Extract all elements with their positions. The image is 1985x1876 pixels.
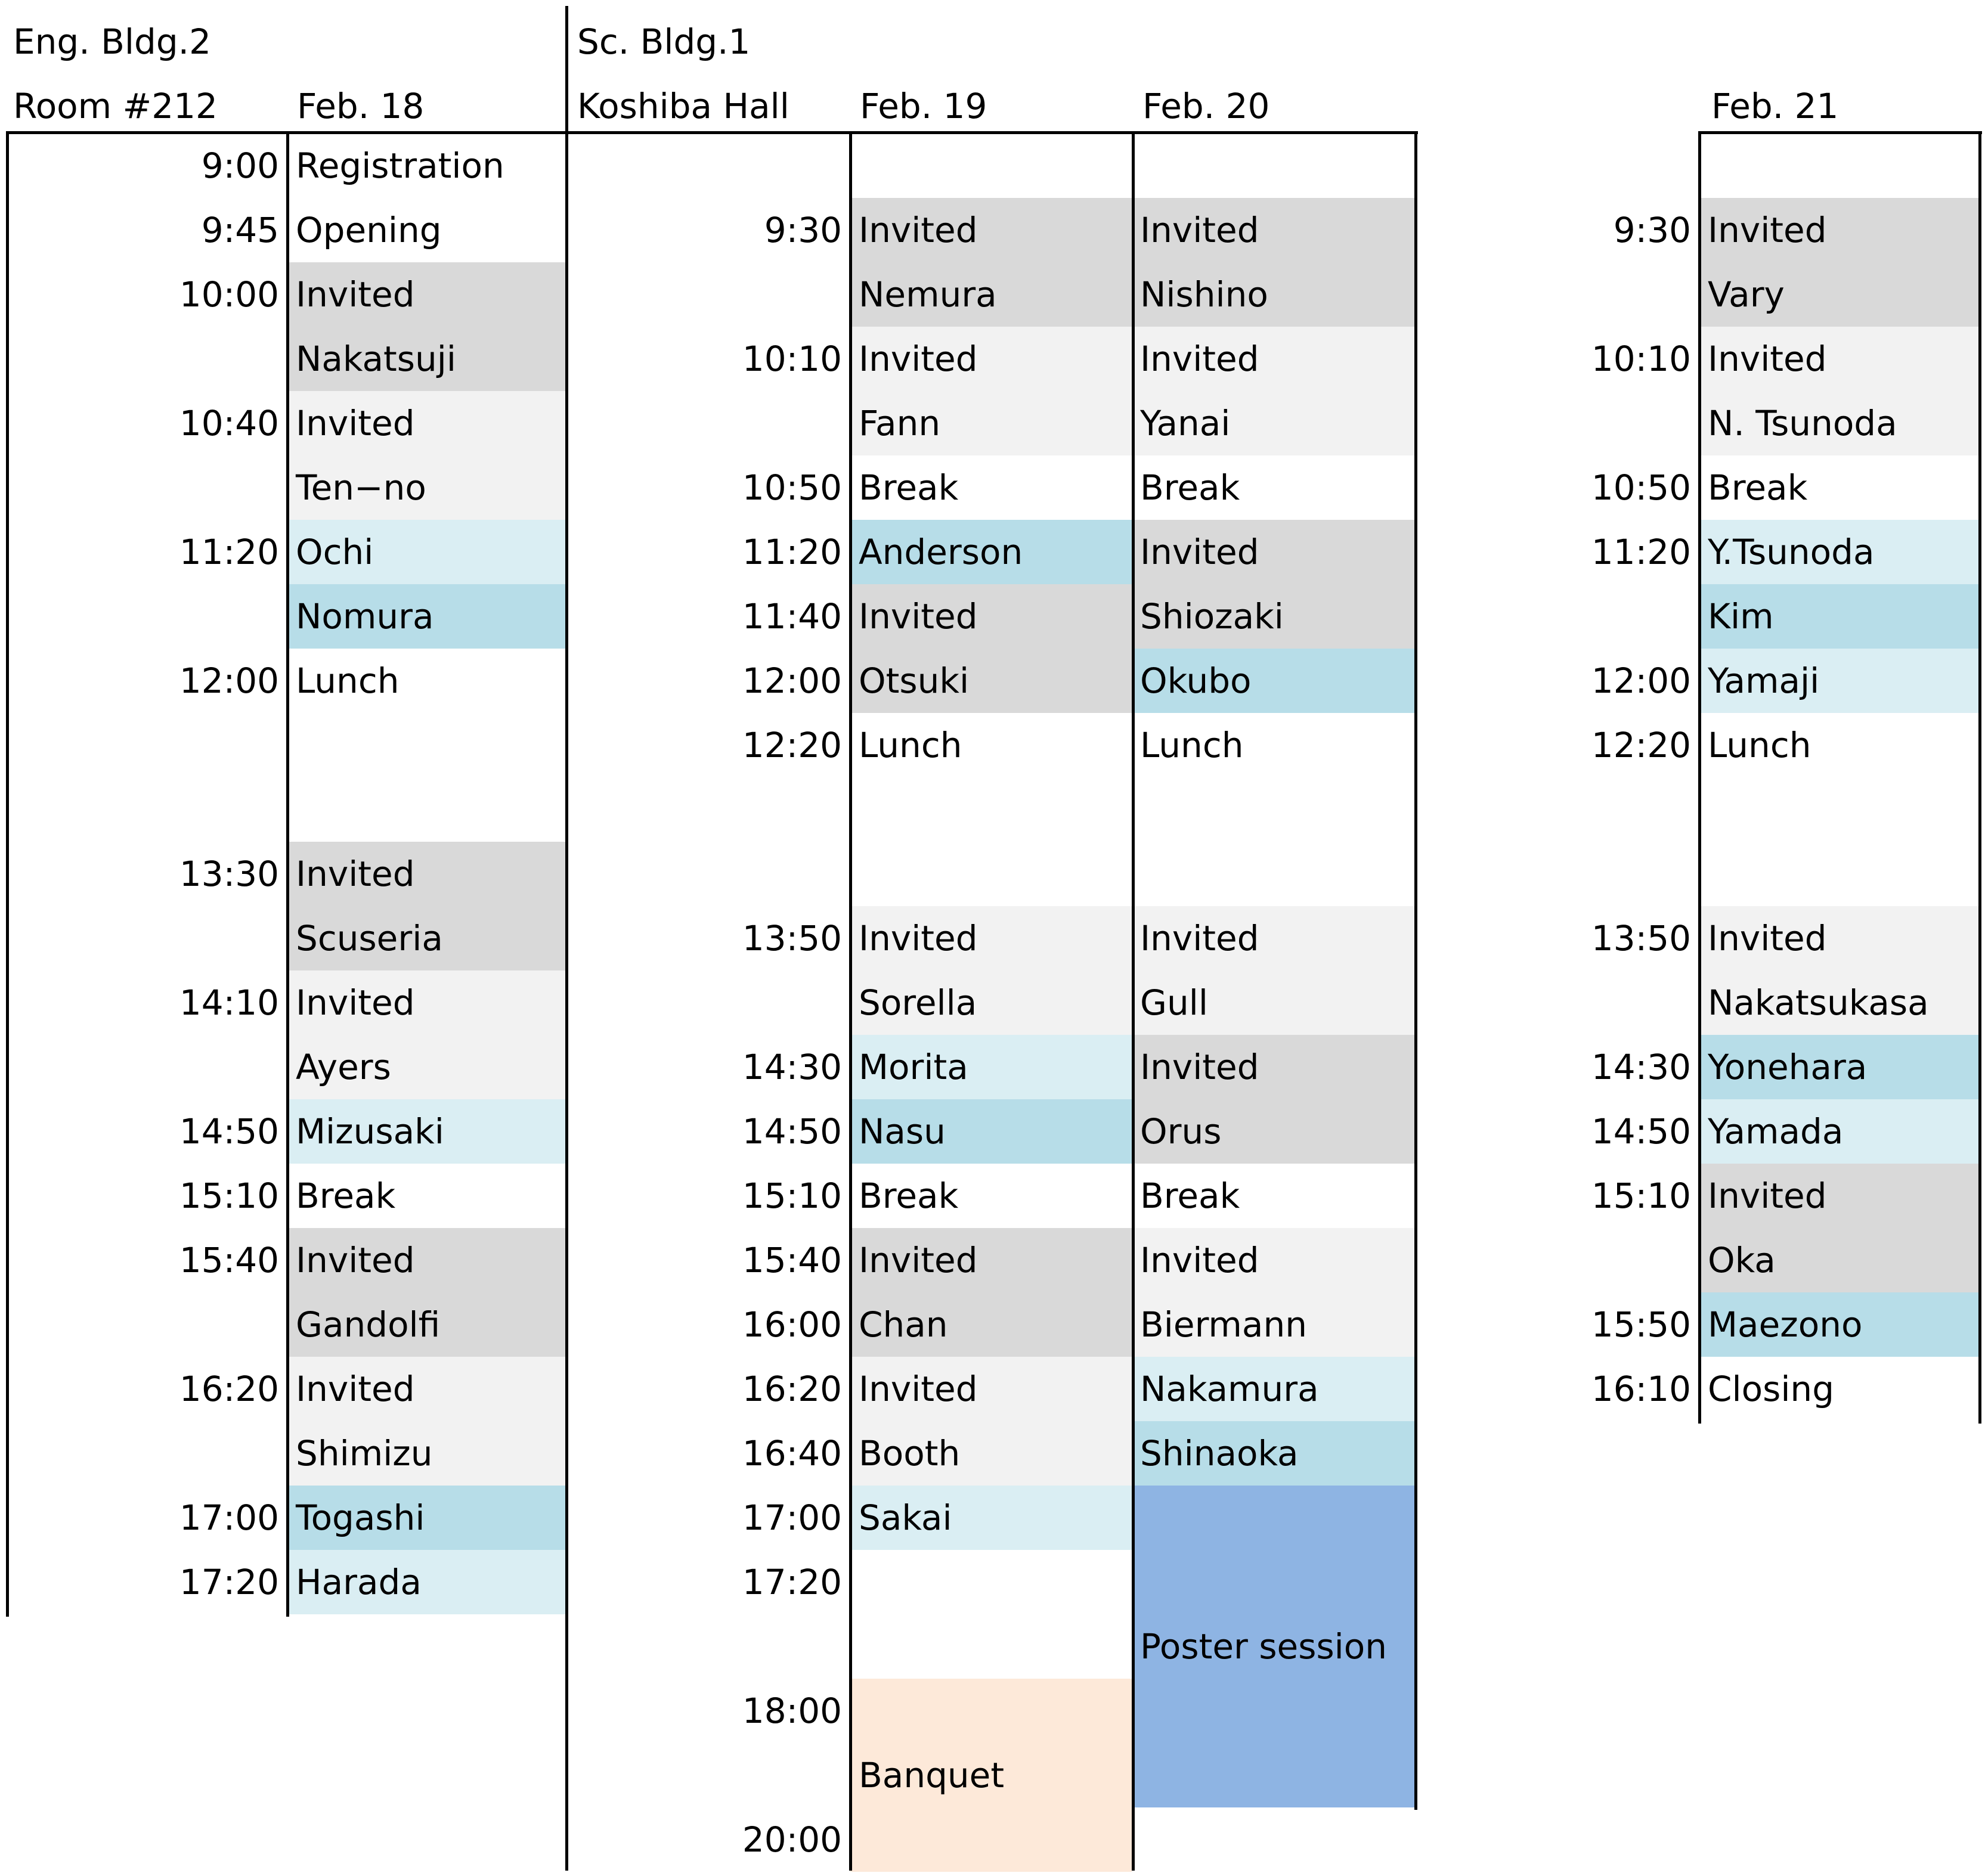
time-label: 9:45 xyxy=(201,210,279,250)
session-block xyxy=(1699,1035,1980,1099)
session-block xyxy=(1132,1357,1416,1421)
session-block xyxy=(850,327,1132,455)
session-block xyxy=(287,134,566,198)
session-text: Lunch xyxy=(1140,725,1244,765)
time-label: 16:20 xyxy=(179,1369,279,1409)
time-label: 14:50 xyxy=(179,1111,279,1152)
time-label: 11:20 xyxy=(179,532,279,572)
session-text: Sakai xyxy=(859,1497,952,1538)
time-label: 12:20 xyxy=(742,725,842,765)
session-text: Invited xyxy=(1140,210,1259,250)
session-text: Invited xyxy=(1140,918,1259,959)
time-label: 10:10 xyxy=(742,339,842,379)
session-text: Ten−no xyxy=(296,467,426,508)
session-block xyxy=(1699,1099,1980,1164)
session-text: Scuseria xyxy=(296,918,443,959)
time-label: 12:00 xyxy=(179,661,279,701)
time-label: 11:40 xyxy=(742,596,842,637)
session-text: Registration xyxy=(296,145,504,186)
session-text: Yonehara xyxy=(1708,1047,1868,1087)
time-label: 16:10 xyxy=(1591,1369,1691,1409)
session-text: Invited xyxy=(859,1240,978,1280)
session-text: Break xyxy=(296,1176,396,1216)
time-label: 11:20 xyxy=(742,532,842,572)
session-text: Lunch xyxy=(859,725,962,765)
time-label: 10:10 xyxy=(1591,339,1691,379)
session-text: Nakamura xyxy=(1140,1369,1319,1409)
session-block xyxy=(1132,1486,1416,1807)
session-block xyxy=(1699,455,1980,520)
session-block xyxy=(1699,198,1980,327)
session-block xyxy=(1699,906,1980,1035)
session-block xyxy=(1132,455,1416,520)
time-label: 12:00 xyxy=(1591,661,1691,701)
session-text: Invited xyxy=(1708,339,1827,379)
header-day-feb18: Feb. 18 xyxy=(297,86,425,126)
session-block xyxy=(1132,1228,1416,1357)
session-block xyxy=(287,1357,566,1486)
session-text: Break xyxy=(1140,467,1240,508)
time-label: 16:20 xyxy=(742,1369,842,1409)
grid-line xyxy=(286,131,289,1617)
session-block xyxy=(1132,327,1416,455)
session-text: Ayers xyxy=(296,1047,391,1087)
session-text: Yamaji xyxy=(1708,661,1820,701)
session-text: Kim xyxy=(1708,596,1774,637)
session-block xyxy=(850,455,1132,520)
session-block xyxy=(1132,1035,1416,1164)
header-sc-building: Sc. Bldg.1 xyxy=(577,21,751,62)
session-text: Invited xyxy=(859,918,978,959)
time-label: 15:40 xyxy=(179,1240,279,1280)
session-text: Anderson xyxy=(859,532,1023,572)
time-label: 17:20 xyxy=(742,1562,842,1602)
time-label: 10:40 xyxy=(179,403,279,444)
session-block xyxy=(850,1035,1132,1099)
session-text: Closing xyxy=(1708,1369,1835,1409)
session-block xyxy=(1699,1357,1980,1421)
session-block xyxy=(850,1099,1132,1164)
session-block xyxy=(287,1486,566,1550)
session-text: Fann xyxy=(859,403,941,444)
session-text: Okubo xyxy=(1140,661,1252,701)
time-label: 14:50 xyxy=(1591,1111,1691,1152)
session-text: Vary xyxy=(1708,274,1785,315)
session-text: Lunch xyxy=(296,661,400,701)
session-text: Togashi xyxy=(296,1497,425,1538)
grid-line xyxy=(1132,131,1135,1871)
session-text: Invited xyxy=(296,403,415,444)
session-block xyxy=(850,1228,1132,1357)
session-text: Banquet xyxy=(859,1755,1005,1796)
session-text: Chan xyxy=(859,1304,948,1345)
session-text xyxy=(859,1679,1132,1743)
time-label: 17:20 xyxy=(179,1562,279,1602)
session-text: Gandolfi xyxy=(296,1304,441,1345)
session-text: Sorella xyxy=(859,982,977,1023)
session-block xyxy=(1699,520,1980,584)
time-label: 11:20 xyxy=(1591,532,1691,572)
session-text: Shinaoka xyxy=(1140,1433,1299,1474)
session-text: Break xyxy=(859,1176,959,1216)
time-label: 15:50 xyxy=(1591,1304,1691,1345)
time-label: 9:30 xyxy=(1613,210,1691,250)
time-label: 15:40 xyxy=(742,1240,842,1280)
session-text: Invited xyxy=(296,1240,415,1280)
session-text: Booth xyxy=(859,1433,961,1474)
header-day-feb19: Feb. 19 xyxy=(860,86,987,126)
session-text: Yamada xyxy=(1708,1111,1844,1152)
session-text: Nasu xyxy=(859,1111,946,1152)
session-text: Nishino xyxy=(1140,274,1268,315)
session-block xyxy=(287,198,566,262)
session-text: Y.Tsunoda xyxy=(1708,532,1875,572)
time-label: 15:10 xyxy=(179,1176,279,1216)
grid-line xyxy=(565,6,568,1871)
session-text: Biermann xyxy=(1140,1304,1307,1345)
session-text: Gull xyxy=(1140,982,1208,1023)
session-text: Invited xyxy=(1140,1240,1259,1280)
session-block xyxy=(850,1486,1132,1550)
session-text: Nemura xyxy=(859,274,997,315)
session-block xyxy=(287,262,566,391)
session-text: Invited xyxy=(859,339,978,379)
session-block xyxy=(850,1164,1132,1228)
session-block xyxy=(1132,520,1416,649)
grid-line xyxy=(1698,131,1982,134)
session-text: Invited xyxy=(859,596,978,637)
time-label: 14:50 xyxy=(742,1111,842,1152)
session-text: Invited xyxy=(1140,1047,1259,1087)
session-text: Invited xyxy=(1708,210,1827,250)
session-block xyxy=(850,713,1132,777)
session-text: Harada xyxy=(296,1562,422,1602)
header-sc-hall: Koshiba Hall xyxy=(577,86,789,126)
session-text: Poster session xyxy=(1140,1626,1388,1667)
session-text: Invited xyxy=(296,1369,415,1409)
session-text: Invited xyxy=(296,982,415,1023)
grid-line xyxy=(849,131,852,1871)
session-block xyxy=(850,1679,1132,1872)
time-label: 13:50 xyxy=(1591,918,1691,959)
time-label: 10:50 xyxy=(742,467,842,508)
session-block xyxy=(1699,1292,1980,1357)
session-text: Morita xyxy=(859,1047,968,1087)
session-text: Oka xyxy=(1708,1240,1776,1280)
header-eng-building: Eng. Bldg.2 xyxy=(13,21,211,62)
session-text: Invited xyxy=(859,1369,978,1409)
session-block xyxy=(1132,1164,1416,1228)
session-text: Invited xyxy=(1140,532,1259,572)
session-block xyxy=(1699,1164,1980,1292)
time-label: 14:10 xyxy=(179,982,279,1023)
session-text: Lunch xyxy=(1708,725,1811,765)
grid-line xyxy=(6,131,1418,134)
session-text: Otsuki xyxy=(859,661,970,701)
session-block xyxy=(1132,198,1416,327)
session-block xyxy=(1132,713,1416,777)
session-text xyxy=(1140,1550,1416,1614)
session-block xyxy=(850,520,1132,584)
session-block xyxy=(850,906,1132,1035)
session-block xyxy=(850,584,1132,713)
grid-line xyxy=(1698,131,1701,1424)
session-block xyxy=(1699,584,1980,649)
session-block xyxy=(287,1164,566,1228)
header-day-feb21: Feb. 21 xyxy=(1711,86,1839,126)
time-label: 14:30 xyxy=(1591,1047,1691,1087)
time-label: 13:30 xyxy=(179,854,279,894)
time-label: 9:00 xyxy=(201,145,279,186)
session-text: Orus xyxy=(1140,1111,1222,1152)
header-day-feb20: Feb. 20 xyxy=(1142,86,1270,126)
grid-line xyxy=(1414,131,1417,1810)
time-label: 10:50 xyxy=(1591,467,1691,508)
time-label: 10:00 xyxy=(179,274,279,315)
session-text: Break xyxy=(859,467,959,508)
time-label: 14:30 xyxy=(742,1047,842,1087)
session-block xyxy=(1132,1421,1416,1486)
session-block xyxy=(287,584,566,649)
session-text: Shiozaki xyxy=(1140,596,1284,637)
session-text: Shimizu xyxy=(296,1433,433,1474)
session-block xyxy=(287,1228,566,1357)
time-label: 16:40 xyxy=(742,1433,842,1474)
header-eng-room: Room #212 xyxy=(13,86,218,126)
session-block xyxy=(287,842,566,970)
session-text: Invited xyxy=(1708,1176,1827,1216)
time-label: 15:10 xyxy=(742,1176,842,1216)
session-text: Invited xyxy=(1708,918,1827,959)
session-text: Maezono xyxy=(1708,1304,1863,1345)
session-text: Invited xyxy=(859,210,978,250)
session-block xyxy=(287,391,566,520)
session-block xyxy=(1132,906,1416,1035)
session-text: N. Tsunoda xyxy=(1708,403,1897,444)
session-text: Break xyxy=(1140,1176,1240,1216)
session-text: Opening xyxy=(296,210,442,250)
session-text: Invited xyxy=(296,854,415,894)
session-block xyxy=(850,1357,1132,1486)
time-label: 13:50 xyxy=(742,918,842,959)
session-text xyxy=(1140,1486,1416,1550)
time-label: 18:00 xyxy=(742,1691,842,1731)
grid-line xyxy=(6,131,9,1617)
session-text: Break xyxy=(1708,467,1808,508)
session-text: Nakatsuji xyxy=(296,339,456,379)
session-block xyxy=(287,1550,566,1614)
time-label: 12:00 xyxy=(742,661,842,701)
session-text: Yanai xyxy=(1140,403,1231,444)
session-text: Mizusaki xyxy=(296,1111,444,1152)
session-block xyxy=(1132,649,1416,713)
session-text: Nomura xyxy=(296,596,434,637)
time-label: 20:00 xyxy=(742,1819,842,1860)
session-text: Nakatsukasa xyxy=(1708,982,1929,1023)
session-text: Invited xyxy=(296,274,415,315)
time-label: 12:20 xyxy=(1591,725,1691,765)
time-label: 17:00 xyxy=(179,1497,279,1538)
time-label: 17:00 xyxy=(742,1497,842,1538)
time-label: 16:00 xyxy=(742,1304,842,1345)
session-block xyxy=(287,649,566,713)
time-label: 9:30 xyxy=(764,210,842,250)
grid-line xyxy=(1978,131,1981,1424)
session-block xyxy=(1699,327,1980,455)
session-block xyxy=(1699,649,1980,713)
session-text: Ochi xyxy=(296,532,374,572)
session-block xyxy=(287,520,566,584)
session-block xyxy=(287,970,566,1099)
session-block xyxy=(287,1099,566,1164)
session-block xyxy=(850,198,1132,327)
session-text: Invited xyxy=(1140,339,1259,379)
session-block xyxy=(1699,713,1980,777)
time-label: 15:10 xyxy=(1591,1176,1691,1216)
